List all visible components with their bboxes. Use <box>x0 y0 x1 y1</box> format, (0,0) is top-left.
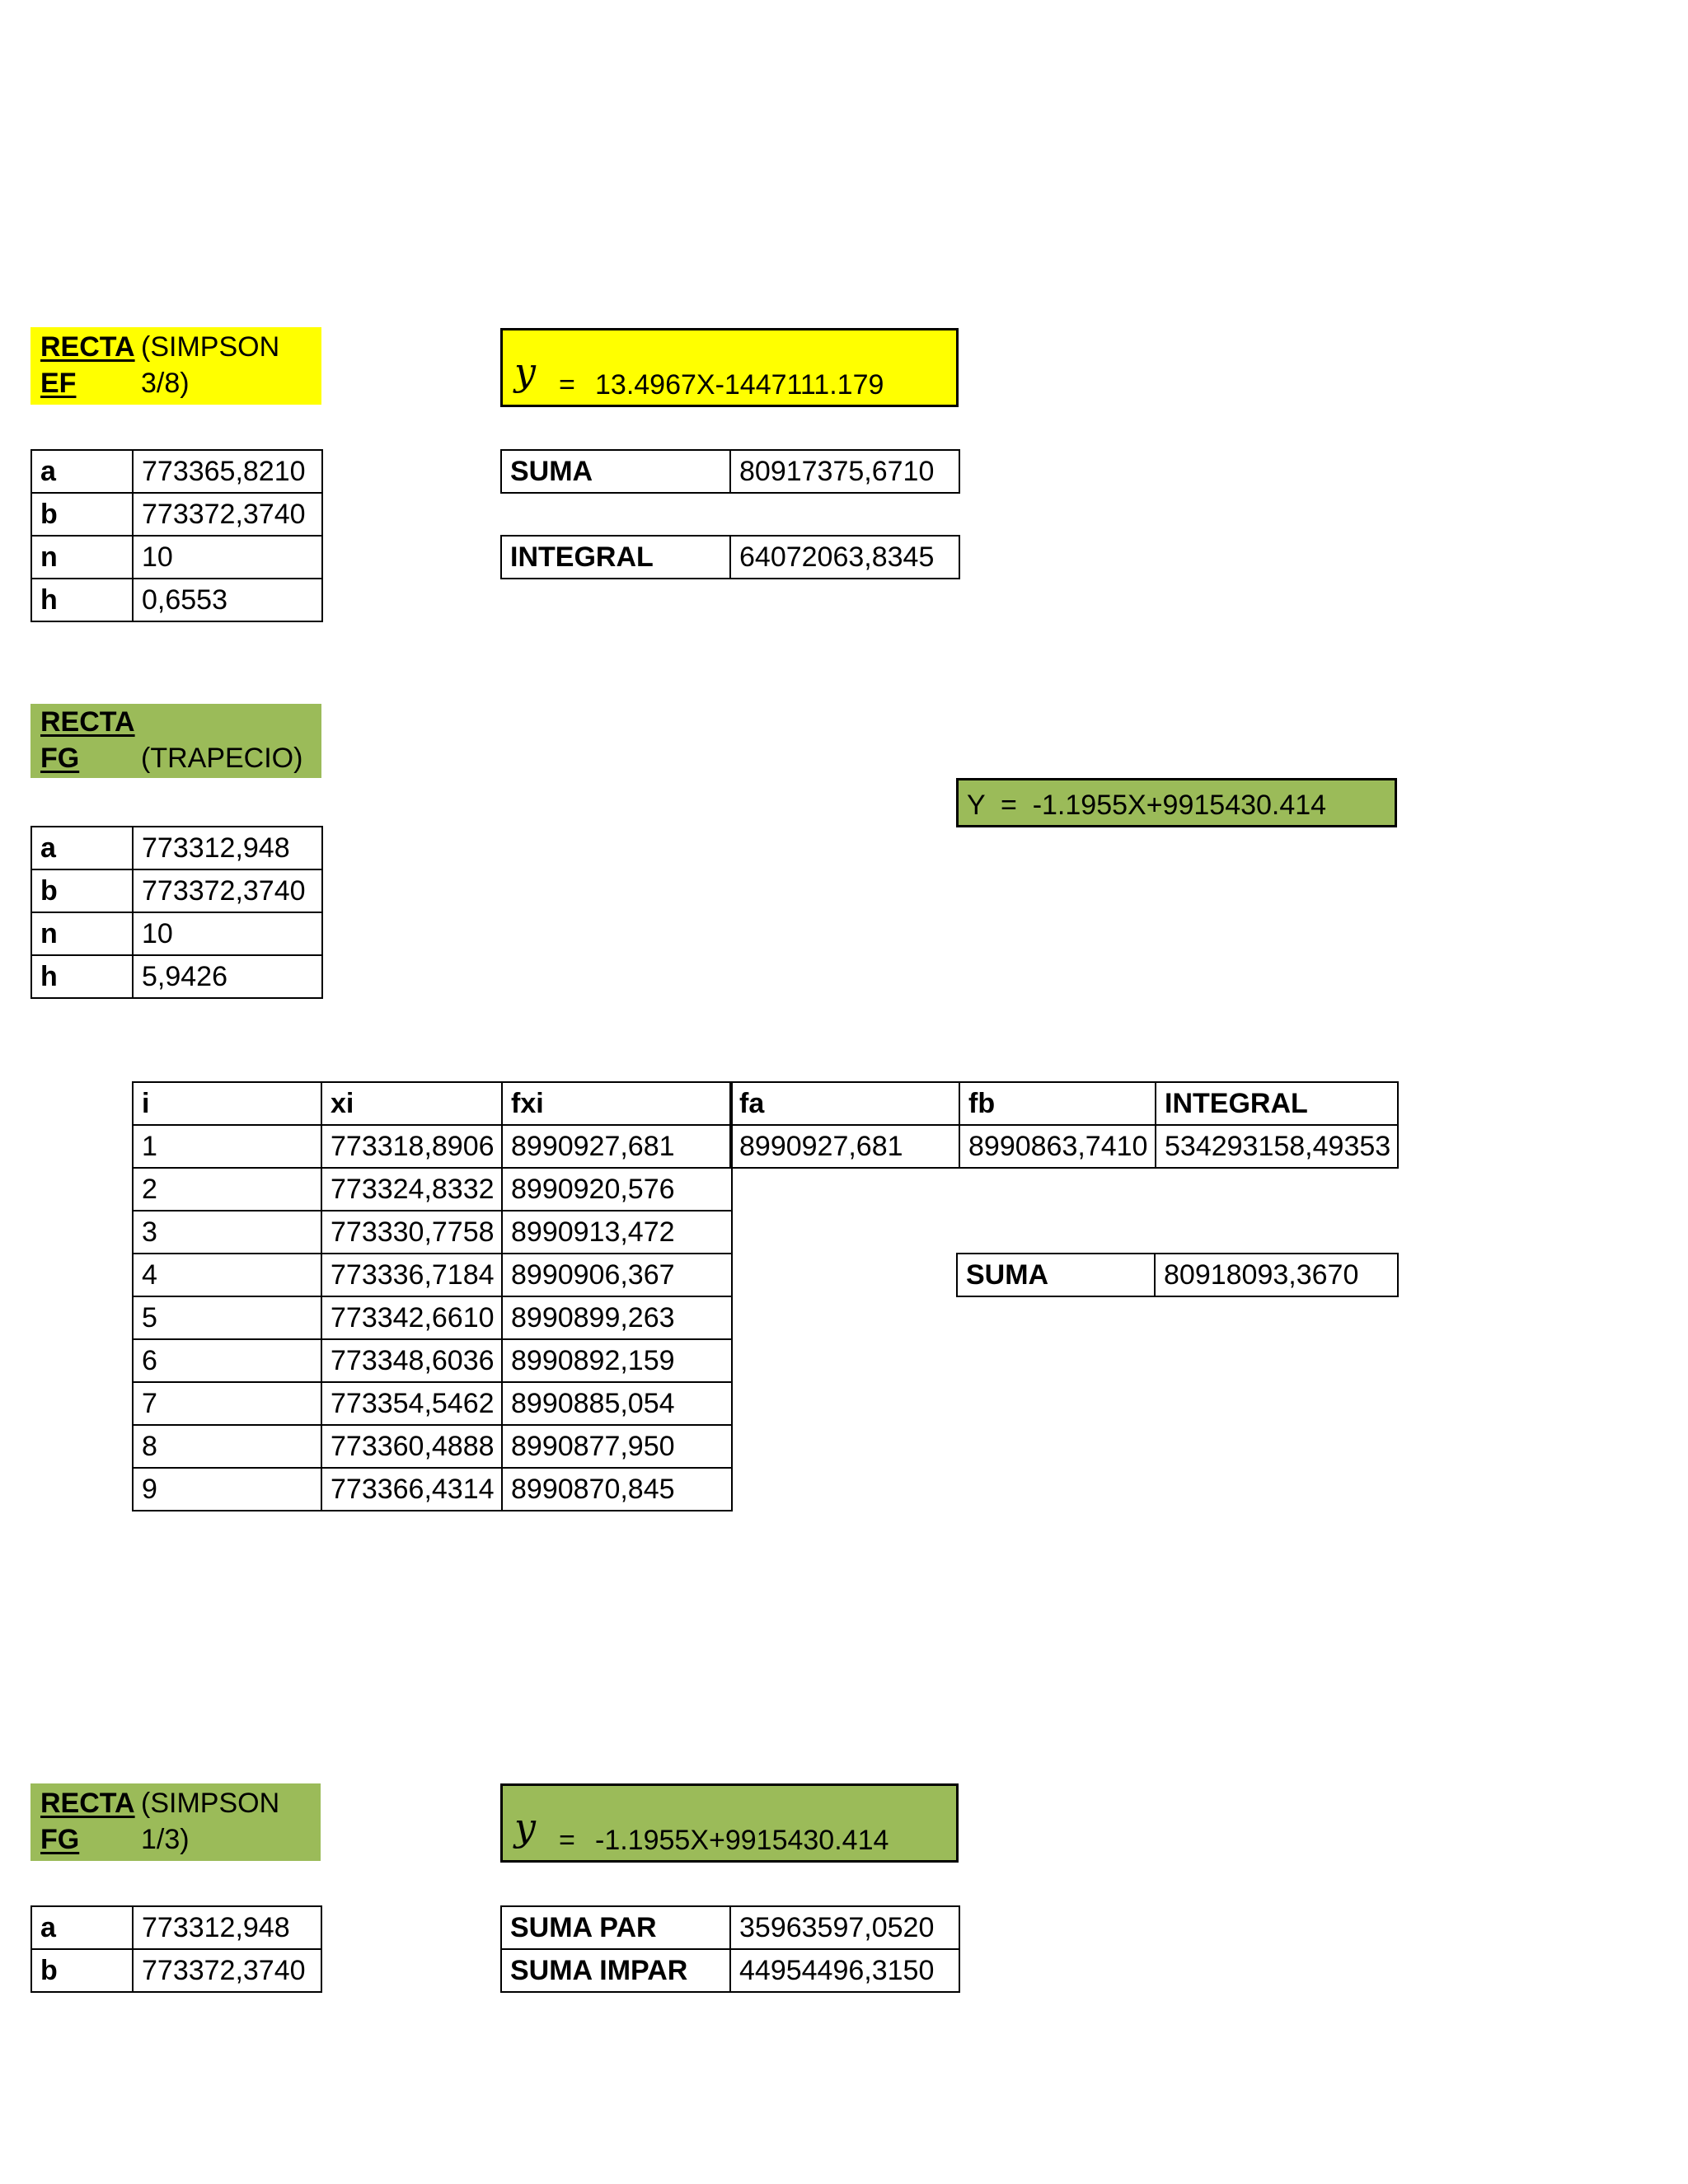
param-key: b <box>31 869 133 912</box>
section3-title-block <box>30 1783 321 1861</box>
header-fxi: fxi <box>502 1082 732 1125</box>
section1-method-line2: 3/8) <box>141 368 190 399</box>
section1-title-code: EF <box>40 368 77 399</box>
suma-label: SUMA <box>957 1254 1155 1296</box>
table-row <box>133 1254 732 1296</box>
cell-i: 9 <box>133 1468 321 1511</box>
cell-xi: 773336,7184 <box>321 1254 502 1296</box>
section2-fa-fb-table <box>729 1081 1399 1169</box>
table-row <box>133 1425 732 1468</box>
section3-title-recta: RECTA <box>40 1788 135 1819</box>
param-key: a <box>31 450 133 493</box>
cell-xi: 773324,8332 <box>321 1168 502 1211</box>
param-value: 773312,948 <box>133 1906 321 1949</box>
param-key: a <box>31 1906 133 1949</box>
cell-i: 5 <box>133 1296 321 1339</box>
section1-integral-table <box>500 535 960 579</box>
section1-title-block <box>30 327 321 405</box>
section3-sums-table <box>500 1905 960 1993</box>
section3-params-table <box>30 1905 322 1993</box>
param-key: h <box>31 579 133 621</box>
section2-equation: Y = -1.1955X+9915430.414 <box>967 790 1327 821</box>
param-value: 773372,3740 <box>133 869 322 912</box>
cell-fb: 8990863,7410 <box>959 1125 1156 1168</box>
param-value: 5,9426 <box>133 955 322 998</box>
table-row <box>730 1125 1398 1168</box>
header-xi: xi <box>321 1082 502 1125</box>
section2-method: (TRAPECIO) <box>141 743 303 774</box>
cell-fxi: 8990870,845 <box>502 1468 732 1511</box>
param-value: 10 <box>133 536 322 579</box>
section3-equation-symbol: y <box>514 1805 536 1849</box>
table-row <box>133 1125 732 1168</box>
section2-params-table <box>30 826 323 999</box>
param-row-h <box>31 955 322 998</box>
param-key: b <box>31 1949 133 1992</box>
cell-i: 8 <box>133 1425 321 1468</box>
param-row-b <box>31 493 322 536</box>
cell-xi: 773342,6610 <box>321 1296 502 1339</box>
header-fa: fa <box>730 1082 959 1125</box>
cell-fxi: 8990913,472 <box>502 1211 732 1254</box>
section1-equation-rhs: 13.4967X-1447111.179 <box>595 369 884 401</box>
cell-i: 4 <box>133 1254 321 1296</box>
section1-method-line1: (SIMPSON <box>141 331 280 363</box>
header-integral: INTEGRAL <box>1156 1082 1398 1125</box>
section3-method-line2: 1/3) <box>141 1824 190 1855</box>
section2-suma-table <box>956 1253 1399 1297</box>
section3-equation-rhs: -1.1955X+9915430.414 <box>595 1825 889 1856</box>
section2-xi-table <box>132 1081 733 1511</box>
cell-integral: 534293158,49353 <box>1156 1125 1398 1168</box>
table-row <box>133 1468 732 1511</box>
table-row <box>133 1296 732 1339</box>
cell-i: 3 <box>133 1211 321 1254</box>
param-value: 773312,948 <box>133 827 322 869</box>
table-header-row <box>730 1082 1398 1125</box>
cell-fxi: 8990927,681 <box>502 1125 732 1168</box>
param-value: 773372,3740 <box>133 493 322 536</box>
table-row <box>133 1168 732 1211</box>
section3-equation-eq: = <box>559 1825 575 1856</box>
cell-fxi: 8990877,950 <box>502 1425 732 1468</box>
integral-value: 64072063,8345 <box>730 536 959 579</box>
section2-title-block <box>30 704 321 778</box>
param-row-n <box>31 536 322 579</box>
param-key: a <box>31 827 133 869</box>
suma-impar-value: 44954496,3150 <box>730 1949 959 1992</box>
cell-i: 7 <box>133 1382 321 1425</box>
param-row-n <box>31 912 322 955</box>
param-value: 773372,3740 <box>133 1949 321 1992</box>
section1-equation-eq: = <box>559 369 575 401</box>
section2-title-recta: RECTA <box>40 706 135 738</box>
cell-xi: 773354,5462 <box>321 1382 502 1425</box>
param-row-b <box>31 869 322 912</box>
param-row-b <box>31 1949 321 1992</box>
table-row <box>133 1339 732 1382</box>
section1-title-recta: RECTA <box>40 331 135 363</box>
cell-i: 2 <box>133 1168 321 1211</box>
param-key: n <box>31 536 133 579</box>
cell-fa: 8990927,681 <box>730 1125 959 1168</box>
cell-fxi: 8990920,576 <box>502 1168 732 1211</box>
param-row-a <box>31 1906 321 1949</box>
header-i: i <box>133 1082 321 1125</box>
section1-equation-box <box>500 328 959 407</box>
section2-title-code: FG <box>40 743 80 774</box>
header-fb: fb <box>959 1082 1156 1125</box>
param-row-a <box>31 450 322 493</box>
param-key: h <box>31 955 133 998</box>
section1-equation-symbol: y <box>514 349 536 394</box>
suma-value: 80917375,6710 <box>730 450 959 493</box>
cell-xi: 773330,7758 <box>321 1211 502 1254</box>
suma-impar-row <box>501 1949 959 1992</box>
param-value: 10 <box>133 912 322 955</box>
suma-label: SUMA <box>501 450 730 493</box>
param-row-a <box>31 827 322 869</box>
cell-fxi: 8990906,367 <box>502 1254 732 1296</box>
suma-par-label: SUMA PAR <box>501 1906 730 1949</box>
section3-method-line1: (SIMPSON <box>141 1788 280 1819</box>
cell-xi: 773366,4314 <box>321 1468 502 1511</box>
cell-xi: 773360,4888 <box>321 1425 502 1468</box>
integral-label: INTEGRAL <box>501 536 730 579</box>
param-value: 0,6553 <box>133 579 322 621</box>
cell-fxi: 8990885,054 <box>502 1382 732 1425</box>
cell-i: 1 <box>133 1125 321 1168</box>
cell-fxi: 8990892,159 <box>502 1339 732 1382</box>
cell-i: 6 <box>133 1339 321 1382</box>
cell-fxi: 8990899,263 <box>502 1296 732 1339</box>
cell-xi: 773348,6036 <box>321 1339 502 1382</box>
param-key: n <box>31 912 133 955</box>
suma-value: 80918093,3670 <box>1155 1254 1398 1296</box>
suma-par-row <box>501 1906 959 1949</box>
section1-suma-table <box>500 449 960 494</box>
table-row <box>133 1211 732 1254</box>
section2-equation-box <box>956 778 1397 827</box>
section3-equation-box <box>500 1783 959 1863</box>
cell-xi: 773318,8906 <box>321 1125 502 1168</box>
section1-params-table <box>30 449 323 622</box>
param-value: 773365,8210 <box>133 450 322 493</box>
section3-title-code: FG <box>40 1824 80 1855</box>
suma-par-value: 35963597,0520 <box>730 1906 959 1949</box>
table-header-row <box>133 1082 732 1125</box>
suma-impar-label: SUMA IMPAR <box>501 1949 730 1992</box>
param-row-h <box>31 579 322 621</box>
param-key: b <box>31 493 133 536</box>
table-row <box>133 1382 732 1425</box>
